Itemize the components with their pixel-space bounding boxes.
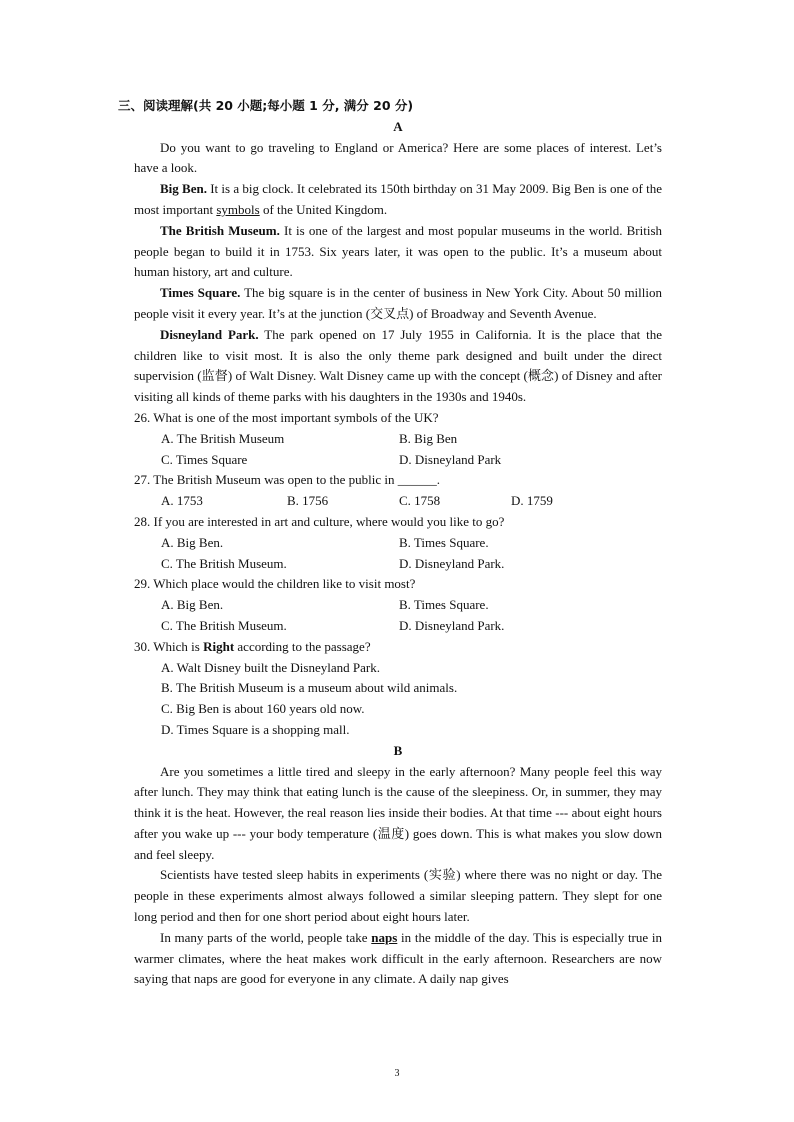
question-26-stem: 26. What is one of the most important symbols of the UK? [134, 409, 439, 425]
q30-stem-part-1: 30. Which is [134, 638, 204, 654]
museum-title: The British Museum. [160, 222, 280, 238]
times-square-title: Times Square. [160, 285, 241, 301]
passage-a-heading: A [393, 118, 403, 134]
q29-option-c: C. The British Museum. [161, 617, 287, 633]
q29-option-d: D. Disneyland Park. [399, 617, 505, 633]
passage-b-paragraph-3 [134, 928, 662, 990]
question-30-stem [134, 637, 662, 658]
q27-option-c: C. 1758 [399, 493, 441, 509]
q28-option-c: C. The British Museum. [161, 555, 287, 571]
q28-option-a: A. Big Ben. [161, 534, 224, 550]
q29-option-b: B. Times Square. [399, 597, 489, 613]
q26-option-a: A. The British Museum [161, 430, 285, 446]
passage-a-intro: Do you want to go traveling to England or America? Here are some places of interest. Let’s have a look. [134, 139, 662, 176]
p3-text-1: In many parts of the world, people take [160, 929, 372, 945]
q26-option-d: D. Disneyland Park [399, 451, 502, 467]
q26-option-c: C. Times Square [161, 451, 248, 467]
q27-option-d: D. 1759 [511, 493, 553, 509]
naps-highlight: naps [371, 929, 398, 945]
passage-b-paragraph-1: Are you sometimes a little tired and sleepy in the early afternoon? Many people feel this way after lunch. They may think that eating lunch is the cause of the sleepiness. Or, in summer, they may think it is the heat. However, the real reason lies inside their bodies. At that time --- about eight hours after you wake up --- your body temperature (温度) goes down. This is what makes you slow down and feel sleepy. [134, 763, 662, 862]
q30-stem-bold: Right [203, 638, 235, 654]
question-27-stem: 27. The British Museum was open to the public in ______. [134, 472, 440, 488]
exam-page-content [118, 96, 663, 990]
q30-option-d: D. Times Square is a shopping mall. [161, 721, 350, 737]
paragraph-disneyland [134, 325, 662, 408]
q28-option-d: D. Disneyland Park. [399, 555, 505, 571]
big-ben-title: Big Ben. [160, 181, 207, 197]
disneyland-text: The park opened on 17 July 1955 in California. It is the place that the children like to visit most. It is also the only theme park designed and built under the direct supervision (监督) of Walt Disney. Walt Disney came up with the concept (概念) of Disney and after visiting all kinds of theme parks with his daughters in the 1930s and 1940s. [134, 326, 662, 405]
passage-b-paragraph-2: Scientists have tested sleep habits in experiments (实验) where there was no night or day. The people in these experiments almost always followed a similar sleeping pattern. They slept for one long period and then for one short period about eight hours later. [134, 867, 662, 925]
q27-option-b: B. 1756 [287, 493, 329, 509]
q30-option-c: C. Big Ben is about 160 years old now. [161, 701, 365, 717]
question-28-stem: 28. If you are interested in art and culture, where would you like to go? [134, 513, 505, 529]
big-ben-text-2: of the United Kingdom. [259, 201, 388, 217]
question-29-stem: 29. Which place would the children like to visit most? [134, 576, 416, 592]
q26-option-b: B. Big Ben [399, 430, 458, 446]
disneyland-title: Disneyland Park. [160, 326, 259, 342]
q28-option-b: B. Times Square. [399, 534, 489, 550]
p3-text-2: in the middle of the day. This is especially true in warmer climates, where the heat makes work difficult in the early afternoon. Researchers are now saying that naps are good for everyone in any climate. A daily nap gives [134, 929, 662, 987]
q27-option-a: A. 1753 [161, 493, 203, 509]
times-square-text: The big square is in the center of business in New York City. About 50 million people visit it every year. It’s at the junction (交叉点) of Broadway and Seventh Avenue. [134, 285, 663, 321]
museum-text: It is one of the largest and most popular museums in the world. British people began to build it in 1753. Six years later, it was open to the public. It’s a museum about human history, art and culture. [134, 222, 663, 280]
big-ben-text-1: It is a big clock. It celebrated its 150th birthday on 31 May 2009. Big Ben is one of the most important [134, 181, 662, 217]
q30-option-b: B. The British Museum is a museum about wild animals. [161, 680, 458, 696]
question-28-options [134, 533, 662, 575]
paragraph-times-square [134, 283, 662, 325]
paragraph-british-museum [134, 221, 662, 283]
paragraph-big-ben [134, 179, 662, 221]
question-26-options [134, 429, 662, 471]
q29-option-a: A. Big Ben. [161, 597, 224, 613]
symbols-underlined: symbols [216, 201, 260, 217]
passage-b-heading: B [393, 742, 403, 758]
page-number: 3 [394, 1068, 400, 1079]
question-30-options [134, 658, 662, 741]
section-title: 三、阅读理解(共 20 小题;每小题 1 分, 满分 20 分) [118, 98, 414, 113]
question-29-options [134, 595, 662, 637]
question-27-options [134, 491, 662, 512]
q30-option-a: A. Walt Disney built the Disneyland Park. [161, 659, 380, 675]
q30-stem-part-2: according to the passage? [234, 638, 371, 654]
